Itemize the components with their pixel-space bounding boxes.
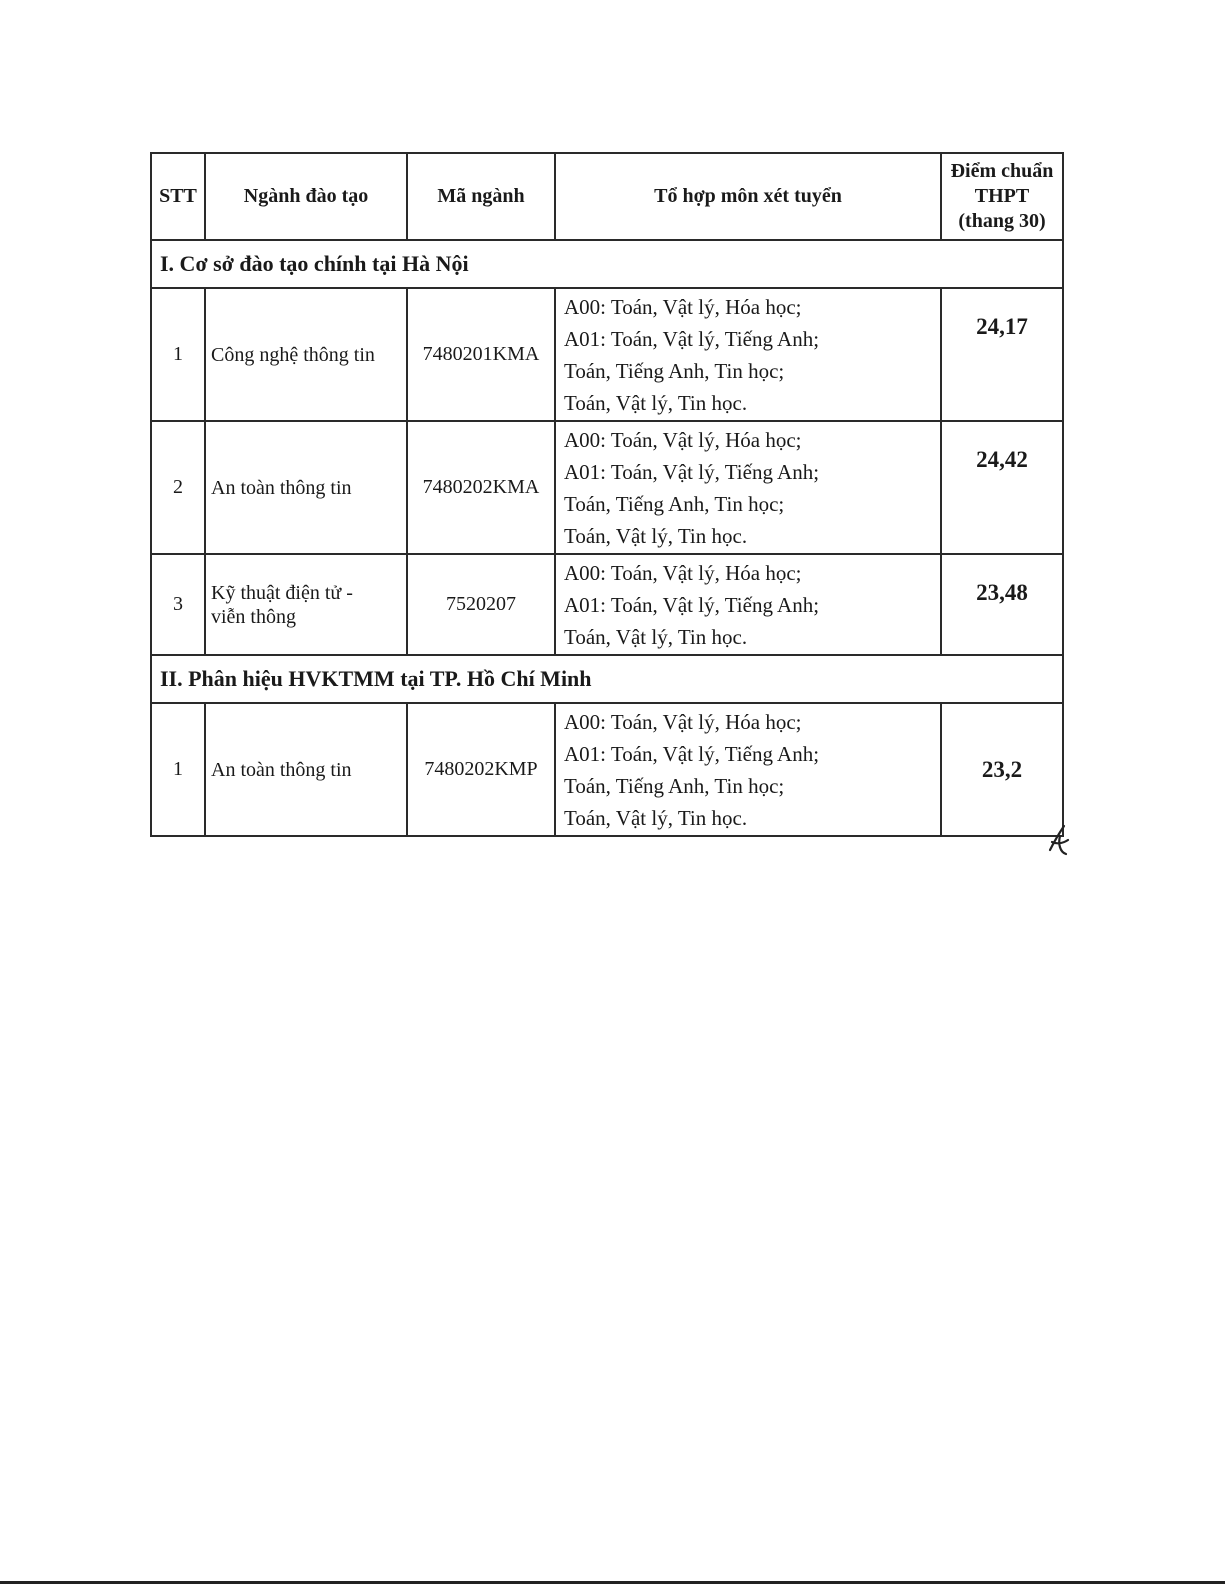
row-stt: 1 <box>151 703 205 836</box>
header-score-line3: (thang 30) <box>958 210 1046 232</box>
combo-line: A00: Toán, Vật lý, Hóa học; <box>564 560 802 585</box>
row-major <box>205 554 407 655</box>
row-combos <box>555 421 941 554</box>
combo-line: Toán, Vật lý, Tin học. <box>564 805 748 830</box>
row-major-line1: Công nghệ thông tin <box>211 343 375 366</box>
section-title-hcm: II. Phân hiệu HVKTMM tại TP. Hồ Chí Minh <box>151 655 1063 703</box>
section-row-hcm <box>151 655 1063 703</box>
row-major-line1: An toàn thông tin <box>211 476 352 499</box>
section-title-hanoi: I. Cơ sở đào tạo chính tại Hà Nội <box>151 240 1063 288</box>
row-combos <box>555 703 941 836</box>
row-major <box>205 421 407 554</box>
combo-line: Toán, Vật lý, Tin học. <box>564 624 748 649</box>
row-stt: 1 <box>151 288 205 421</box>
combo-line: Toán, Vật lý, Tin học. <box>564 390 748 415</box>
table-row <box>151 288 1063 421</box>
combo-line: A00: Toán, Vật lý, Hóa học; <box>564 427 802 452</box>
combo-line: A01: Toán, Vật lý, Tiếng Anh; <box>564 459 820 484</box>
row-stt: 3 <box>151 554 205 655</box>
row-code: 7520207 <box>407 554 555 655</box>
row-code: 7480202KMA <box>407 421 555 554</box>
table-row <box>151 554 1063 655</box>
row-combos <box>555 288 941 421</box>
row-score: 24,17 <box>941 288 1063 421</box>
row-score: 23,48 <box>941 554 1063 655</box>
combo-line: A01: Toán, Vật lý, Tiếng Anh; <box>564 326 820 351</box>
row-code: 7480202KMP <box>407 703 555 836</box>
header-major: Ngành đào tạo <box>205 153 407 240</box>
combo-line: A00: Toán, Vật lý, Hóa học; <box>564 709 802 734</box>
header-combos: Tổ hợp môn xét tuyển <box>555 153 941 240</box>
combo-line: Toán, Tiếng Anh, Tin học; <box>564 358 785 383</box>
combo-line: A01: Toán, Vật lý, Tiếng Anh; <box>564 592 820 617</box>
row-major-line1: An toàn thông tin <box>211 758 352 781</box>
page-bottom-border <box>0 1581 1225 1584</box>
combo-line: A00: Toán, Vật lý, Hóa học; <box>564 294 802 319</box>
row-major-line1: Kỹ thuật điện tử - <box>211 581 353 604</box>
header-score-line2: THPT <box>974 185 1030 207</box>
combo-line: Toán, Vật lý, Tin học. <box>564 523 748 548</box>
admission-score-table <box>150 152 1064 837</box>
row-major-line2: viễn thông <box>211 605 296 628</box>
row-score: 24,42 <box>941 421 1063 554</box>
header-stt: STT <box>151 153 205 240</box>
row-major <box>205 288 407 421</box>
header-score-line1: Điểm chuẩn <box>950 160 1054 182</box>
row-combos <box>555 554 941 655</box>
combo-line: Toán, Tiếng Anh, Tin học; <box>564 491 785 516</box>
row-stt: 2 <box>151 421 205 554</box>
header-score <box>941 153 1063 240</box>
section-row-hanoi <box>151 240 1063 288</box>
row-score: 23,2 <box>941 703 1063 836</box>
combo-line: Toán, Tiếng Anh, Tin học; <box>564 773 785 798</box>
row-major <box>205 703 407 836</box>
table-row <box>151 421 1063 554</box>
header-code: Mã ngành <box>407 153 555 240</box>
table-row <box>151 703 1063 836</box>
row-code: 7480201KMA <box>407 288 555 421</box>
header-row <box>151 153 1063 240</box>
initial-signature-mark <box>1046 822 1070 856</box>
combo-line: A01: Toán, Vật lý, Tiếng Anh; <box>564 741 820 766</box>
